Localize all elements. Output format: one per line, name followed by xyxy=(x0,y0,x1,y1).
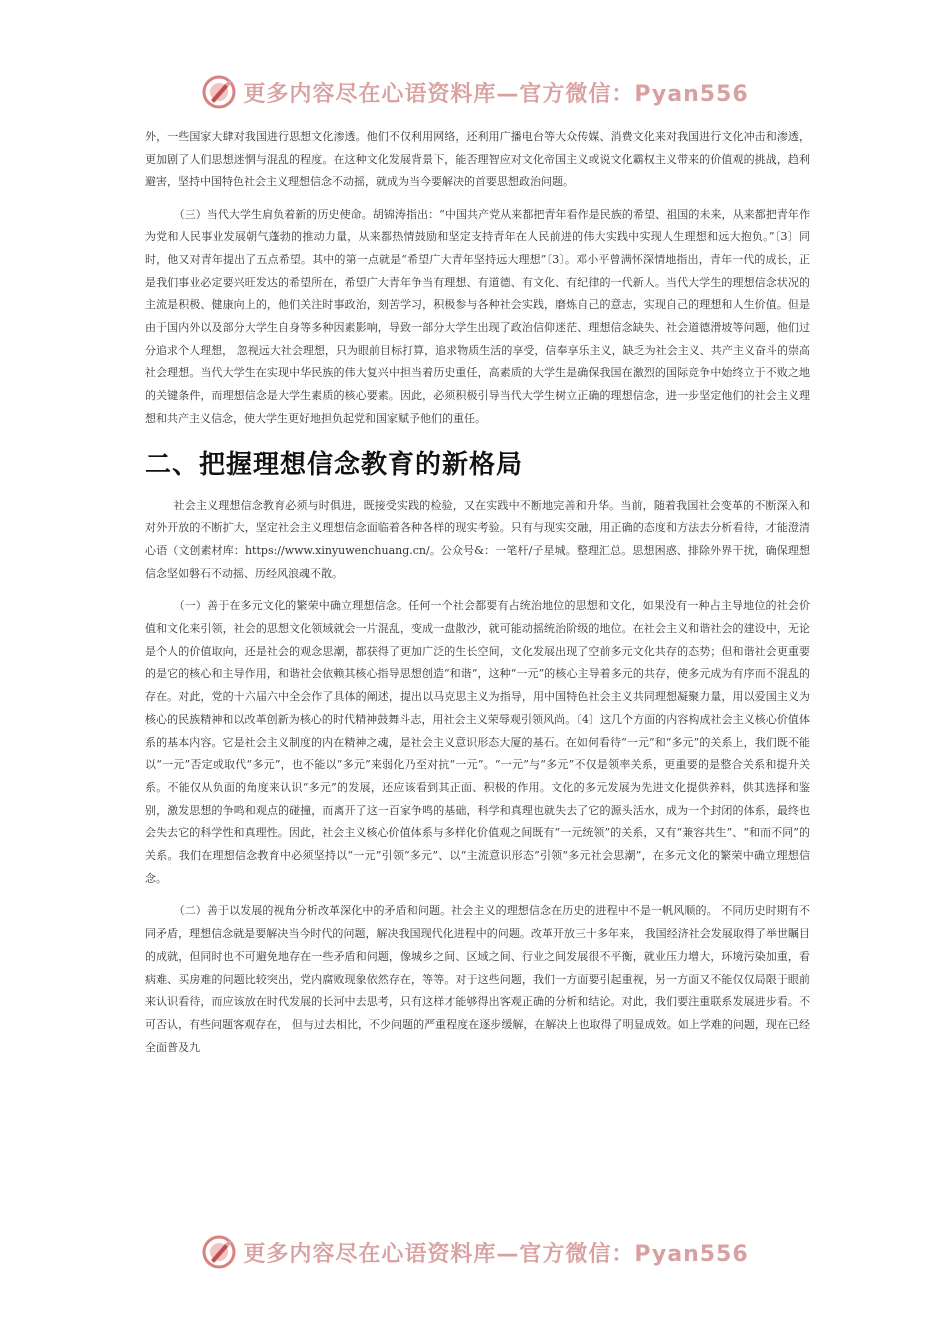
logo-icon xyxy=(201,1234,237,1270)
logo-icon xyxy=(201,74,237,110)
watermark-text: 更多内容尽在心语资料库—官方微信：Pyan556 xyxy=(243,81,749,107)
section-heading: 二、把握理想信念教育的新格局 xyxy=(145,449,524,480)
watermark-text: 更多内容尽在心语资料库—官方微信：Pyan556 xyxy=(243,1241,749,1267)
paragraph: （二）善于以发展的视角分析改革深化中的矛盾和问题。社会主义的理想信念在历史的进程中不是一帆风顺的。 不同历史时期有不同矛盾，理想信念就是要解决当今时代的问题，解决我国现代化进程中的问题。改革开放三十多年来， 我国经济社会发展取得了举世瞩目的成就，但同时也不可避免地存在一些矛盾和问题，像城乡之间、区域之间、行业之间发展很不平衡，就业压力增大，环境污染加重，看病难、买房难的问题比较突出，党内腐败现象依然存在，等等。对于这些问题，我们一方面要引起重视，另一方面又不能仅仅局限于眼前来认识看待，而应该放在时代发展的长河中去思考，只有这样才能够得出客观正确的分析和结论。对此，我们要注重联系发展进步看。不可否认，有些问题客观存在， 但与过去相比，不少问题的严重程度在逐步缓解，在解决上也取得了明显成效。如上学难的问题，现在已经全面普及九 xyxy=(145,904,810,1054)
footer-watermark-banner xyxy=(0,1230,950,1274)
paragraph: 社会主义理想信念教育必须与时俱进，既接受实践的检验，又在实践中不断地完善和升华。当前，随着我国社会变革的不断深入和对外开放的不断扩大，坚定社会主义理想信念面临着各种各样的现实考验。只有与现实交融，用正确的态度和方法去分析看待，才能澄清心语（文创素材库：https://www.xinyuwenchuang.cn/。公众号&：一笔杆/子星城。整理汇总。思想困惑、排除外界干扰，确保理想信念坚如磐石不动摇、历经风浪魂不散。 xyxy=(145,498,810,580)
paragraph: 外，一些国家大肆对我国进行思想文化渗透。他们不仅利用网络，还利用广播电台等大众传媒、消费文化来对我国进行文化冲击和渗透，更加剧了人们思想迷惘与混乱的程度。在这种文化发展背景下，能否理智应对文化帝国主义或说文化霸权主义带来的价值观的挑战，趋利避害，坚持中国特色社会主义理想信念不动摇，就成为当今要解决的首要思想政治问题。 xyxy=(145,130,810,188)
paragraph: （一）善于在多元文化的繁荣中确立理想信念。任何一个社会都要有占统治地位的思想和文化，如果没有一种占主导地位的社会价值和文化来引领，社会的思想文化领域就会一片混乱，变成一盘散沙，就可能动摇统治阶级的地位。在社会主义和谐社会的建设中，无论是个人的价值取向，还是社会的观念思潮，都获得了更加广泛的生长空间，文化发展出现了空前多元文化共存的态势；但和谐社会更重要的是它的核心和主导作用，和谐社会依赖其核心指导思想创造“和谐”，这种“一元”的核心主导着多元的共存，使多元成为有序而不混乱的存在。对此，党的十六届六中全会作了具体的阐述，提出以马克思主义为指导，用中国特色社会主义共同理想凝聚力量，用以爱国主义为核心的民族精神和以改革创新为核心的时代精神鼓舞斗志，用社会主义荣辱观引领风尚。〔4〕这几个方面的内容构成社会主义核心价值体系的基本内容。它是社会主义制度的内在精神之魂，是社会主义意识形态大厦的基石。在如何看待“一元”和“多元”的关系上，我们既不能以“一元”否定或取代“多元”，也不能以“多元”来弱化乃至对抗“一元”。“一元”与“多元”不仅是领率关系，更重要的是整合关系和提升关系。不能仅从负面的角度来认识“多元”的发展，还应该看到其正面、积极的作用。文化的多元发展为先进文化提供养料，供其选择和鉴别，激发思想的争鸣和观点的碰撞，而离开了这一百家争鸣的基础，科学和真理也就失去了它的源头活水，成为一个封闭的体系，最终也会失去它的科学性和真理性。因此，社会主义核心价值体系与多样化价值观之间既有“一元统领”的关系，又有“兼容共生”、“和而不同”的关系。我们在理想信念教育中必须坚持以“一元”引领“多元”、以“主流意识形态”引领“多元社会思潮”，在多元文化的繁荣中确立理想信念。 xyxy=(145,599,810,885)
document-body xyxy=(145,126,810,1059)
header-watermark-banner xyxy=(0,70,950,114)
paragraph: （三）当代大学生肩负着新的历史使命。胡锦涛指出：“中国共产党从来都把青年看作是民族的希望、祖国的未来，从来都把青年作为党和人民事业发展朝气蓬勃的推动力量，从来都热情鼓励和坚定支持青年在人民前进的伟大实践中实现人生理想和远大抱负。”〔3〕同时，他又对青年提出了五点希望。其中的第一点就是“希望广大青年坚持远大理想”〔3〕。邓小平曾满怀深情地指出，青年一代的成长，正是我们事业必定要兴旺发达的希望所在，希望广大青年争当有理想、有道德、有文化、有纪律的一代新人。当代大学生的理想信念状况的主流是积极、健康向上的，他们关注时事政治，刻苦学习，积极参与各种社会实践，磨炼自己的意志，实现自己的理想和人生价值。但是由于国内外以及部分大学生自身等多种因素影响，导致一部分大学生出现了政治信仰迷茫、理想信念缺失、社会道德滑坡等问题，他们过分追求个人理想， 忽视远大社会理想，只为眼前目标打算，追求物质生活的享受，信奉享乐主义，缺乏为社会主义、共产主义奋斗的崇高社会理想。当代大学生在实现中华民族的伟大复兴中担当着历史重任，高素质的大学生是确保我国在激烈的国际竞争中始终立于不败之地的关键条件，而理想信念是大学生素质的核心要素。因此，必须积极引导当代大学生树立正确的理想信念，进一步坚定他们的社会主义理想和共产主义信念，使大学生更好地担负起党和国家赋予他们的重任。 xyxy=(145,207,810,425)
